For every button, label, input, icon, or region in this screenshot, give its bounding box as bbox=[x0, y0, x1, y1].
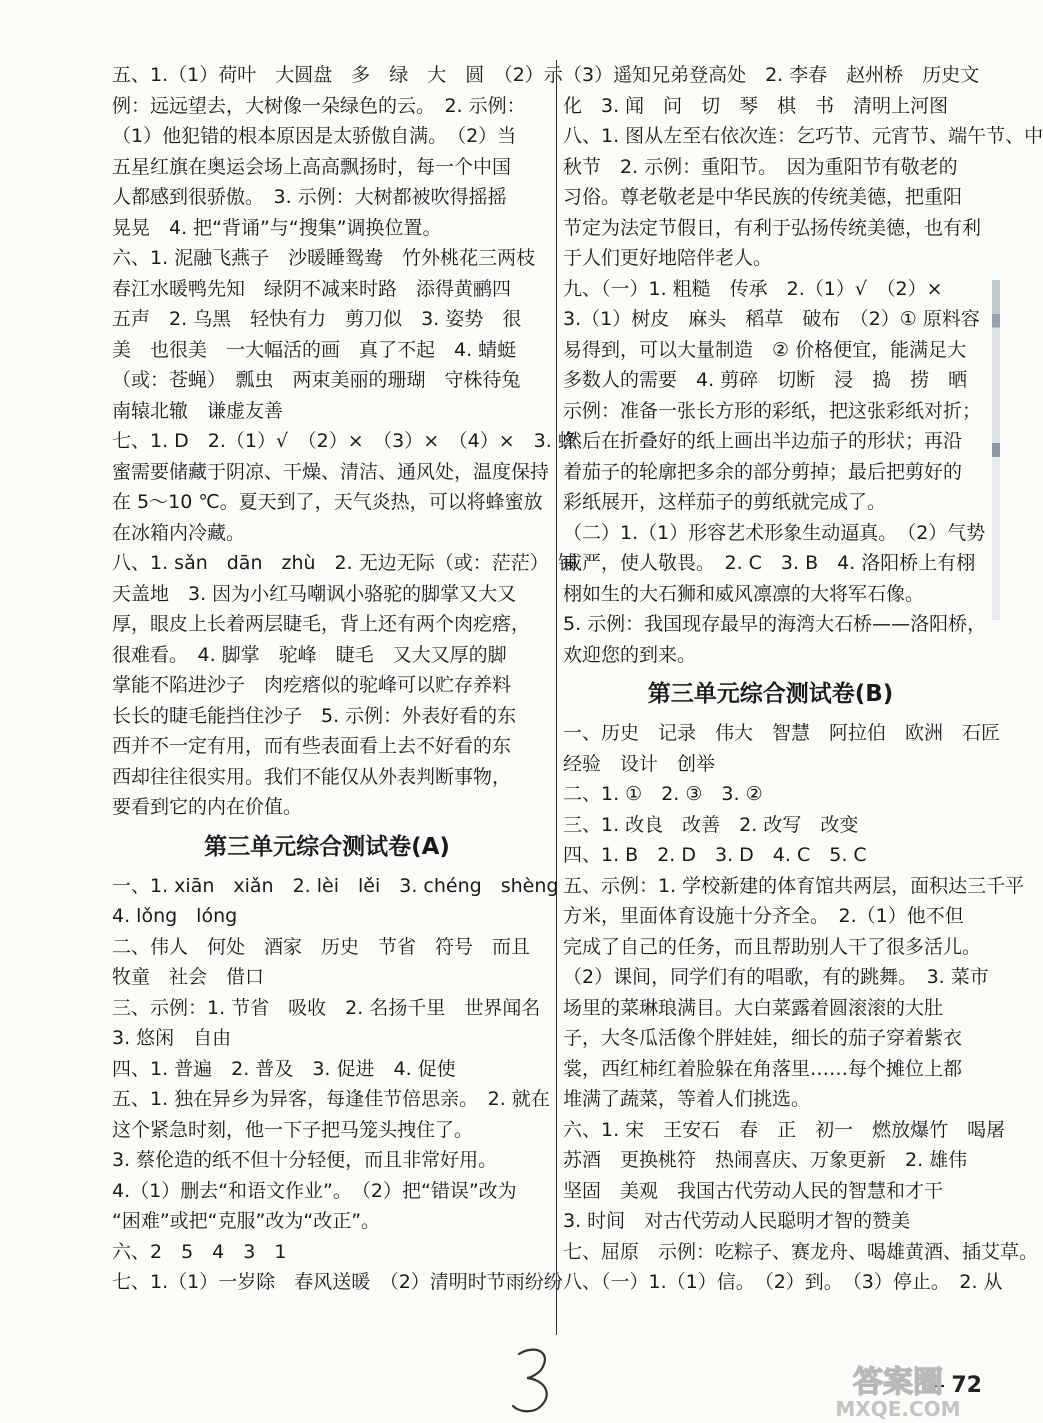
answer-line: 这个紧急时刻，他一下子把马笼头拽住了。 bbox=[112, 1118, 474, 1141]
answer-line: 节定为法定节假日，有利于弘扬传统美德，也有利 bbox=[563, 216, 982, 239]
answer-line: 长长的睫毛能挡住沙子 5. 示例：外表好看的东 bbox=[112, 704, 517, 727]
answer-line: 3. 蔡伦造的纸不但十分轻便，而且非常好用。 bbox=[112, 1149, 498, 1171]
answer-line: 例：远远望去，大树像一朵绿色的云。 2. 示例： bbox=[112, 94, 526, 117]
left-answer-block-a bbox=[112, 871, 563, 1298]
answer-line: 五星红旗在奥运会场上高高飘扬时，每一个中国 bbox=[112, 155, 512, 178]
answer-line: 七、1.（1）一岁除 春风送暖 （2）清明时节雨纷纷 bbox=[112, 1271, 563, 1293]
answer-line: 九、（一）1. 粗糙 传承 2.（1）√ （2）× bbox=[563, 277, 943, 300]
answer-line: 五、示例：1. 学校新建的体育馆共两层，面积达三千平 bbox=[563, 874, 1025, 897]
answer-line: 一、1. xiān xiǎn 2. lèi lěi 3. chéng shèng bbox=[112, 874, 559, 897]
answer-line: 五、1.（1）荷叶 大圆盘 多 绿 大 圆 （2）示 bbox=[112, 64, 563, 86]
answer-line: 四、1. 普遍 2. 普及 3. 促进 4. 促使 bbox=[112, 1057, 456, 1080]
handwritten-mark-icon bbox=[505, 1340, 565, 1420]
section-title-b: 第三单元综合测试卷(B) bbox=[647, 681, 894, 707]
answer-line: 完成了自己的任务，而且帮助别人干了很多活儿。 bbox=[563, 935, 982, 958]
answer-line: 天盖地 3. 因为小红马嘲讽小骆驼的脚掌又大又 bbox=[112, 582, 517, 605]
answer-line: 然后在折叠好的纸上画出半边茄子的形状；再沿 bbox=[563, 430, 963, 452]
answer-line: （3）遥知兄弟登高处 2. 李春 赵州桥 历史文 bbox=[563, 64, 980, 86]
watermark-en: MXQE.COM bbox=[835, 1397, 961, 1421]
answer-line: 八、1. sǎn dān zhù 2. 无边无际（或：茫茫） 铺 bbox=[112, 552, 578, 574]
answer-line: 三、示例：1. 节省 吸收 2. 名扬千里 世界闻名 bbox=[112, 996, 541, 1019]
answer-line: 于人们更好地陪伴老人。 bbox=[563, 247, 773, 269]
answer-line: 七、1. D 2.（1）√ （2）× （3）× （4）× 3. 蜂 bbox=[112, 430, 577, 452]
answer-line: 四、1. B 2. D 3. D 4. C 5. C bbox=[563, 844, 867, 866]
answer-line: 彩纸展开，这样茄子的剪纸就完成了。 bbox=[563, 491, 887, 513]
answer-line: 场里的菜琳琅满目。大白菜露着圆滚滚的大肚 bbox=[563, 996, 944, 1019]
answer-line: 示例：准备一张长方形的彩纸，把这张彩纸对折； bbox=[563, 399, 982, 422]
answer-line: 人都感到很骄傲。 3. 示例：大树都被吹得摇摇 bbox=[112, 186, 507, 208]
answer-line: 二、伟人 何处 酒家 历史 节省 符号 而且 bbox=[112, 935, 531, 958]
right-answer-block bbox=[563, 60, 1043, 670]
answer-line: 五声 2. 乌黑 轻快有力 剪刀似 3. 姿势 很 bbox=[112, 308, 522, 330]
left-column bbox=[112, 60, 578, 1298]
right-answer-block-b bbox=[563, 718, 1039, 1298]
answer-line: 4.（1）删去“和语文作业”。 （2）把“错误”改为 bbox=[112, 1179, 517, 1202]
answer-line: 习俗。尊老敬老是中华民族的传统美德，把重阳 bbox=[563, 186, 963, 208]
page-number: 72 bbox=[951, 1373, 982, 1398]
answer-line: 西并不一定有用，而有些表面看上去不好看的东 bbox=[112, 735, 512, 757]
answer-line: 牧童 社会 借口 bbox=[112, 966, 265, 988]
answer-line: 5. 示例：我国现存最早的海湾大石桥——洛阳桥， bbox=[563, 613, 987, 635]
page-edge-strip bbox=[992, 280, 1000, 620]
column-divider bbox=[556, 60, 557, 1335]
answer-line: 三、1. 改良 改善 2. 改写 改变 bbox=[563, 813, 859, 836]
answer-line: （2）课间，同学们有的唱歌，有的跳舞。 3. 菜市 bbox=[563, 966, 989, 988]
answer-line: 要看到它的内在价值。 bbox=[112, 796, 303, 818]
answer-line: 欢迎您的到来。 bbox=[563, 643, 697, 666]
watermark-logo-icon bbox=[808, 1360, 988, 1420]
answer-line: 3. 悠闲 自由 bbox=[112, 1027, 232, 1049]
answer-line: 在 5～10 ℃。夏天到了，天气炎热，可以将蜂蜜放 bbox=[112, 491, 543, 513]
answer-line: 4. lǒng lóng bbox=[112, 905, 238, 927]
answer-line: 化 3. 闻 问 切 琴 棋 书 清明上河图 bbox=[563, 94, 949, 117]
section-title-a: 第三单元综合测试卷(A) bbox=[204, 833, 450, 860]
answer-line: 蜜需要储藏于阴凉、干燥、清洁、通风处，温度保持 bbox=[112, 460, 550, 483]
answer-line: 八、（一）1.（1）信。 （2）到。 （3）停止。 2. 从 bbox=[563, 1271, 1003, 1293]
answer-line: 多数人的需要 4. 剪碎 切断 浸 捣 捞 晒 bbox=[563, 369, 968, 391]
right-column bbox=[563, 60, 1043, 1298]
left-answer-block bbox=[112, 60, 578, 823]
answer-line: 裳，西红柿红着脸躲在角落里……每个摊位上都 bbox=[563, 1057, 963, 1080]
answer-line: 一、历史 记录 伟大 智慧 阿拉伯 欧洲 石匠 bbox=[563, 722, 1001, 744]
answer-line: 3.（1）树皮 麻头 稻草 破布 （2）① 原料容 bbox=[563, 308, 980, 330]
answer-line: 厚，眼皮上长着两层睫毛，背上还有两个肉疙瘩， bbox=[112, 613, 531, 635]
answer-line: 在冰箱内冷藏。 bbox=[112, 521, 246, 544]
answer-line: 晃晃 4. 把“背诵”与“搜集”调换位置。 bbox=[112, 216, 442, 239]
answer-line: 苏酒 更换桃符 热闹喜庆、万象更新 2. 雄伟 bbox=[563, 1149, 968, 1171]
answer-line: 经验 设计 创举 bbox=[563, 752, 716, 775]
answer-line: 六、1. 泥融飞燕子 沙暖睡鸳鸯 竹外桃花三两枝 bbox=[112, 247, 536, 269]
answer-line: 六、1. 宋 王安石 春 正 初一 燃放爆竹 喝屠 bbox=[563, 1118, 1006, 1141]
answer-line: 美 也很美 一大幅活的画 真了不起 4. 蜻蜓 bbox=[112, 338, 517, 361]
answer-line: 3. 时间 对古代劳动人民聪明才智的赞美 bbox=[563, 1210, 911, 1232]
answer-line: 方米，里面体育设施十分齐全。 2.（1）他不但 bbox=[563, 905, 964, 927]
answer-line: （或：苍蝇） 瓢虫 两束美丽的珊瑚 守株待兔 bbox=[112, 369, 521, 391]
answer-line: 春江水暖鸭先知 绿阴不减来时路 添得黄鹂四 bbox=[112, 277, 512, 300]
answer-line: 秋节 2. 示例：重阳节。 因为重阳节有敬老的 bbox=[563, 155, 958, 178]
answer-line: 很难看。 4. 脚掌 驼峰 睫毛 又大又厚的脚 bbox=[112, 643, 507, 666]
answer-line: 着茄子的轮廓把多余的部分剪掉；最后把剪好的 bbox=[563, 460, 963, 483]
answer-line: 二、1. ① 2. ③ 3. ② bbox=[563, 783, 763, 805]
answer-line: 子，大冬瓜活像个胖娃娃，细长的茄子穿着紫衣 bbox=[563, 1027, 963, 1049]
answer-line: 栩如生的大石狮和威风凛凛的大将军石像。 bbox=[563, 582, 925, 605]
answer-line: 堆满了蔬菜，等着人们挑选。 bbox=[563, 1088, 811, 1110]
answer-line: （二）1.（1）形容艺术形象生动逼真。 （2）气势 bbox=[563, 521, 986, 544]
answer-line: 威严，使人敬畏。 2. C 3. B 4. 洛阳桥上有栩 bbox=[563, 552, 976, 574]
answer-line: 易得到，可以大量制造 ② 价格便宜，能满足大 bbox=[563, 338, 967, 361]
answer-line: 坚固 美观 我国古代劳动人民的智慧和才干 bbox=[563, 1179, 944, 1202]
answer-line: 八、1. 图从左至右依次连：乞巧节、元宵节、端午节、中 bbox=[563, 125, 1043, 147]
answer-line: 七、屈原 示例：吃粽子、赛龙舟、喝雄黄酒、插艾草。 bbox=[563, 1240, 1039, 1263]
watermark-cn: 答案圈 bbox=[853, 1365, 943, 1400]
answer-line: 掌能不陷进沙子 肉疙瘩似的驼峰可以贮存养料 bbox=[112, 674, 512, 696]
answer-line: “困难”或把“克服”改为“改正”。 bbox=[112, 1210, 381, 1232]
answer-line: 西却往往很实用。我们不能仅从外表判断事物， bbox=[112, 765, 512, 788]
answer-line: （1）他犯错的根本原因是太骄傲自满。 （2）当 bbox=[112, 125, 517, 147]
answer-line: 六、2 5 4 3 1 bbox=[112, 1240, 287, 1263]
answer-line: 南辕北辙 谦虚友善 bbox=[112, 399, 284, 422]
answer-line: 五、1. 独在异乡为异客，每逢佳节倍思亲。 2. 就在 bbox=[112, 1088, 550, 1110]
